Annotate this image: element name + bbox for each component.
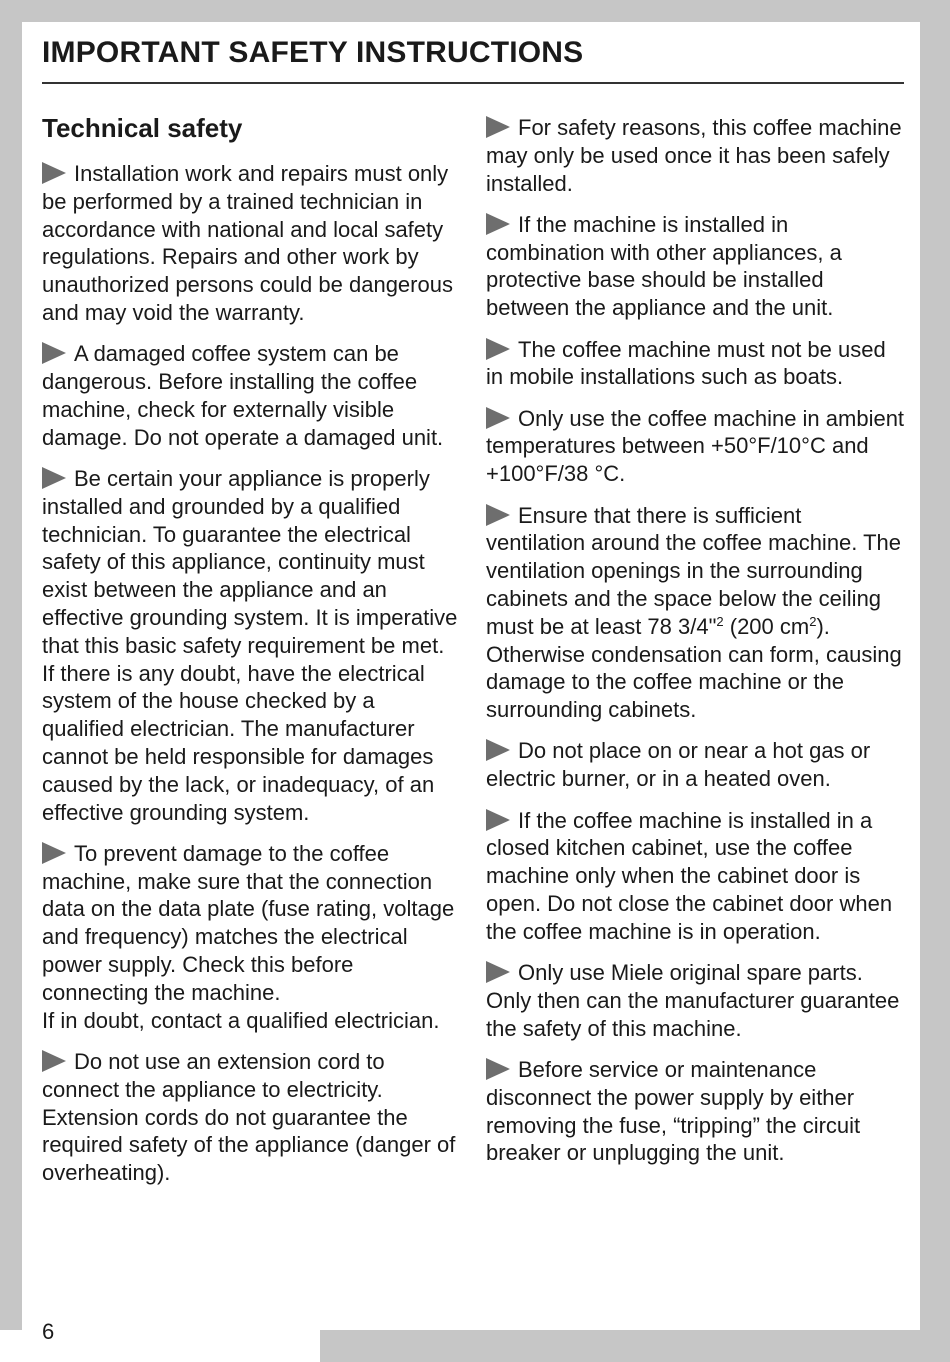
safety-item	[486, 114, 906, 197]
page-title: IMPORTANT SAFETY INSTRUCTIONS	[42, 36, 584, 69]
ventilation-text-1: Ensure that there is sufficient ventilation around the coffee machine. The ventilation openings in the surrounding cabinets and the space below the ceiling must be at least 78 3/4"	[486, 502, 902, 639]
safety-item-text: Installation work and repairs must only be performed by a trained technician in accordance with national and local safety regulations. Repairs and other work by unauthorized persons could be dangerous and may void the warranty.	[42, 161, 453, 325]
safety-item-text: If the machine is installed in combination with other appliances, a protective base should be installed between the appliance and the unit.	[486, 211, 842, 321]
triangle-arrow-icon	[42, 162, 66, 184]
safety-item-text: For safety reasons, this coffee machine may only be used once it has been safely installed.	[486, 115, 902, 196]
ventilation-sup-1: 2	[716, 613, 724, 629]
safety-item-text: The coffee machine must not be used in mobile installations such as boats.	[486, 336, 886, 390]
safety-item	[42, 160, 462, 327]
triangle-arrow-icon	[486, 338, 510, 360]
safety-item-text: Do not place on or near a hot gas or electric burner, or in a heated oven.	[486, 738, 871, 792]
right-column	[486, 114, 906, 1181]
triangle-arrow-icon	[486, 213, 510, 235]
ventilation-text-3: ). Otherwise condensation can form, causing damage to the coffee machine or the surrounding cabinets.	[486, 613, 902, 723]
safety-item	[486, 336, 906, 392]
safety-item-text: Before service or maintenance disconnect the power supply by either removing the fuse, “tripping” the circuit breaker or unplugging the unit.	[486, 1056, 861, 1166]
triangle-arrow-icon	[486, 504, 510, 526]
safety-item-text: To prevent damage to the coffee machine, make sure that the connection data on the data plate (fuse rating, voltage and frequency) matches the electrical power supply. Check this before connecting the machine.	[42, 840, 455, 1005]
safety-item	[42, 1048, 462, 1187]
triangle-arrow-icon	[42, 342, 66, 364]
safety-item-text: Be certain your appliance is properly installed and grounded by a qualified technician. To guarantee the electrical safety of this appliance, continuity must exist between the appliance and an effective grounding system. It is imperative that this basic safety requirement be met. If there is any doubt, have the electrical system of the house checked by a qualified electrician. The manufacturer cannot be held responsible for damages caused by the lack, or inadequacy, of an effective grounding system.	[42, 465, 458, 825]
triangle-arrow-icon	[42, 467, 66, 489]
triangle-arrow-icon	[42, 1050, 66, 1072]
triangle-arrow-icon	[42, 842, 66, 864]
ventilation-text-2: (200 cm	[723, 613, 810, 639]
safety-item-text: If the coffee machine is installed in a closed kitchen cabinet, use the coffee machine only when the cabinet door is open. Do not close the cabinet door when the coffee machine is in operation.	[486, 807, 893, 944]
triangle-arrow-icon	[486, 116, 510, 138]
safety-item	[486, 807, 906, 946]
safety-item	[486, 737, 906, 793]
section-heading: Technical safety	[42, 113, 243, 143]
safety-item-ventilation	[486, 502, 906, 724]
safety-item	[486, 959, 906, 1042]
safety-item-extra: If in doubt, contact a qualified electrician.	[42, 1007, 440, 1033]
manual-page	[22, 22, 920, 1344]
safety-item-text: A damaged coffee system can be dangerous. Before installing the coffee machine, check for externally visible damage. Do not operate a damaged unit.	[42, 341, 444, 450]
safety-item-text: Do not use an extension cord to connect the appliance to electricity. Extension cords do not guarantee the required safety of the appliance (danger of overheating).	[42, 1048, 456, 1186]
safety-item	[42, 840, 462, 1035]
page-number: 6	[42, 1319, 55, 1344]
safety-item	[486, 1056, 906, 1167]
safety-item	[486, 211, 906, 322]
left-column	[42, 108, 462, 1200]
triangle-arrow-icon	[486, 809, 510, 831]
safety-item-text: Only use Miele original spare parts. Only then can the manufacturer guarantee the safety of this machine.	[486, 960, 900, 1041]
triangle-arrow-icon	[486, 961, 510, 983]
safety-item	[42, 340, 462, 451]
safety-item	[486, 405, 906, 488]
triangle-arrow-icon	[486, 1058, 510, 1080]
safety-item-text: Only use the coffee machine in ambient temperatures between +50°F/10°C and +100°F/38 °C.	[486, 405, 905, 487]
title-divider	[42, 82, 904, 84]
safety-item	[42, 465, 462, 826]
ventilation-sup-2: 2	[809, 613, 817, 629]
triangle-arrow-icon	[486, 739, 510, 761]
triangle-arrow-icon	[486, 407, 510, 429]
